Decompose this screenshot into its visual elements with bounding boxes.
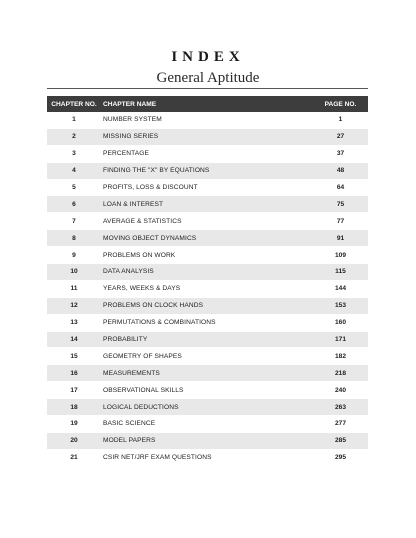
chapter-name: CSIR NET/JRF EXAM QUESTIONS (103, 454, 212, 462)
table-row (47, 112, 368, 129)
page-number: 77 (336, 217, 345, 225)
table-row (47, 163, 368, 180)
page-number: 263 (334, 403, 346, 411)
page-number: 182 (334, 352, 346, 360)
chapter-number: 12 (70, 302, 78, 310)
page-subheading: General Aptitude (156, 70, 260, 86)
chapter-number: 17 (70, 386, 78, 394)
table-row (47, 298, 368, 315)
page-number: 48 (336, 167, 345, 175)
table-row (47, 247, 368, 264)
chapter-name: PROBLEMS ON WORK (103, 251, 176, 259)
table-row (47, 399, 368, 416)
heading-divider (47, 88, 368, 89)
chapter-name: BASIC SCIENCE (103, 420, 156, 428)
chapter-name: OBSERVATIONAL SKILLS (103, 386, 184, 394)
page-heading: INDEX (171, 49, 245, 65)
table-row (47, 332, 368, 349)
page-number: 37 (336, 150, 345, 158)
page-number: 91 (336, 234, 345, 242)
table-row (47, 129, 368, 146)
table-row (47, 315, 368, 332)
chapter-name: PROFITS, LOSS & DISCOUNT (103, 184, 198, 191)
chapter-name: PERCENTAGE (103, 150, 149, 158)
chapter-number: 4 (72, 167, 76, 175)
table-header (47, 96, 368, 112)
chapter-number: 6 (72, 200, 76, 208)
table-row (47, 365, 368, 382)
chapter-number: 2 (72, 133, 76, 141)
chapter-name: PERMUTATIONS & COMBINATIONS (103, 319, 216, 327)
chapter-number: 9 (72, 251, 76, 259)
chapter-number: 7 (72, 217, 76, 225)
table-body (47, 112, 368, 467)
chapter-number: 14 (70, 336, 78, 344)
page-number: 295 (334, 454, 346, 462)
page-number: 160 (334, 319, 346, 327)
table-row (47, 146, 368, 163)
header-chapter-no: CHAPTER NO. (51, 100, 97, 108)
table-row (47, 433, 368, 450)
chapter-number: 5 (72, 184, 76, 191)
chapter-name: MODEL PAPERS (103, 437, 156, 445)
chapter-name: AVERAGE & STATISTICS (103, 217, 182, 225)
table-row (47, 348, 368, 365)
header-page-no: PAGE NO. (324, 100, 357, 108)
page-number: 115 (335, 268, 346, 276)
table-row (47, 230, 368, 247)
page-number: 1 (338, 116, 343, 124)
chapter-name: MEASUREMENTS (103, 369, 160, 377)
page-number: 277 (334, 420, 346, 428)
chapter-number: 13 (70, 319, 78, 327)
chapter-number: 16 (70, 369, 78, 377)
table-row (47, 450, 368, 467)
chapter-number: 8 (72, 234, 76, 242)
chapter-name: PROBABILITY (103, 336, 148, 344)
page-number: 171 (334, 336, 346, 344)
page-number: 240 (334, 386, 346, 394)
page-number: 64 (336, 184, 345, 191)
page-number: 75 (336, 200, 345, 208)
chapter-name: LOGICAL DEDUCTIONS (103, 403, 179, 411)
chapter-name: MOVING OBJECT DYNAMICS (103, 234, 197, 242)
chapter-number: 20 (70, 437, 78, 445)
page-number: 153 (334, 302, 346, 310)
page-number: 27 (336, 133, 345, 141)
chapter-name: DATA ANALYSIS (103, 268, 154, 276)
chapter-number: 1 (72, 116, 76, 124)
page-number: 144 (334, 285, 346, 293)
chapter-number: 18 (70, 403, 78, 411)
chapter-name: YEARS, WEEKS & DAYS (103, 285, 181, 293)
table-row (47, 382, 368, 399)
index-table (47, 96, 368, 467)
header-chapter-name: CHAPTER NAME (103, 100, 157, 108)
table-row (47, 213, 368, 230)
chapter-name: NUMBER SYSTEM (103, 116, 162, 124)
table-row (47, 281, 368, 298)
chapter-number: 3 (72, 150, 76, 158)
page-number: 109 (334, 251, 346, 259)
chapter-name: MISSING SERIES (103, 133, 159, 141)
page-number: 218 (334, 369, 346, 377)
chapter-name: LOAN & INTEREST (103, 200, 164, 208)
chapter-number: 11 (70, 285, 78, 293)
table-row (47, 180, 368, 197)
page-number: 285 (334, 437, 346, 445)
chapter-number: 15 (70, 352, 78, 360)
chapter-name: GEOMETRY OF SHAPES (103, 352, 182, 360)
table-row (47, 416, 368, 433)
chapter-number: 10 (70, 268, 78, 276)
chapter-name: PROBLEMS ON CLOCK HANDS (103, 302, 204, 310)
chapter-name: FINDING THE "X" BY EQUATIONS (103, 167, 210, 175)
table-row (47, 196, 368, 213)
table-row (47, 264, 368, 281)
chapter-number: 19 (70, 420, 78, 428)
chapter-number: 21 (70, 454, 78, 462)
